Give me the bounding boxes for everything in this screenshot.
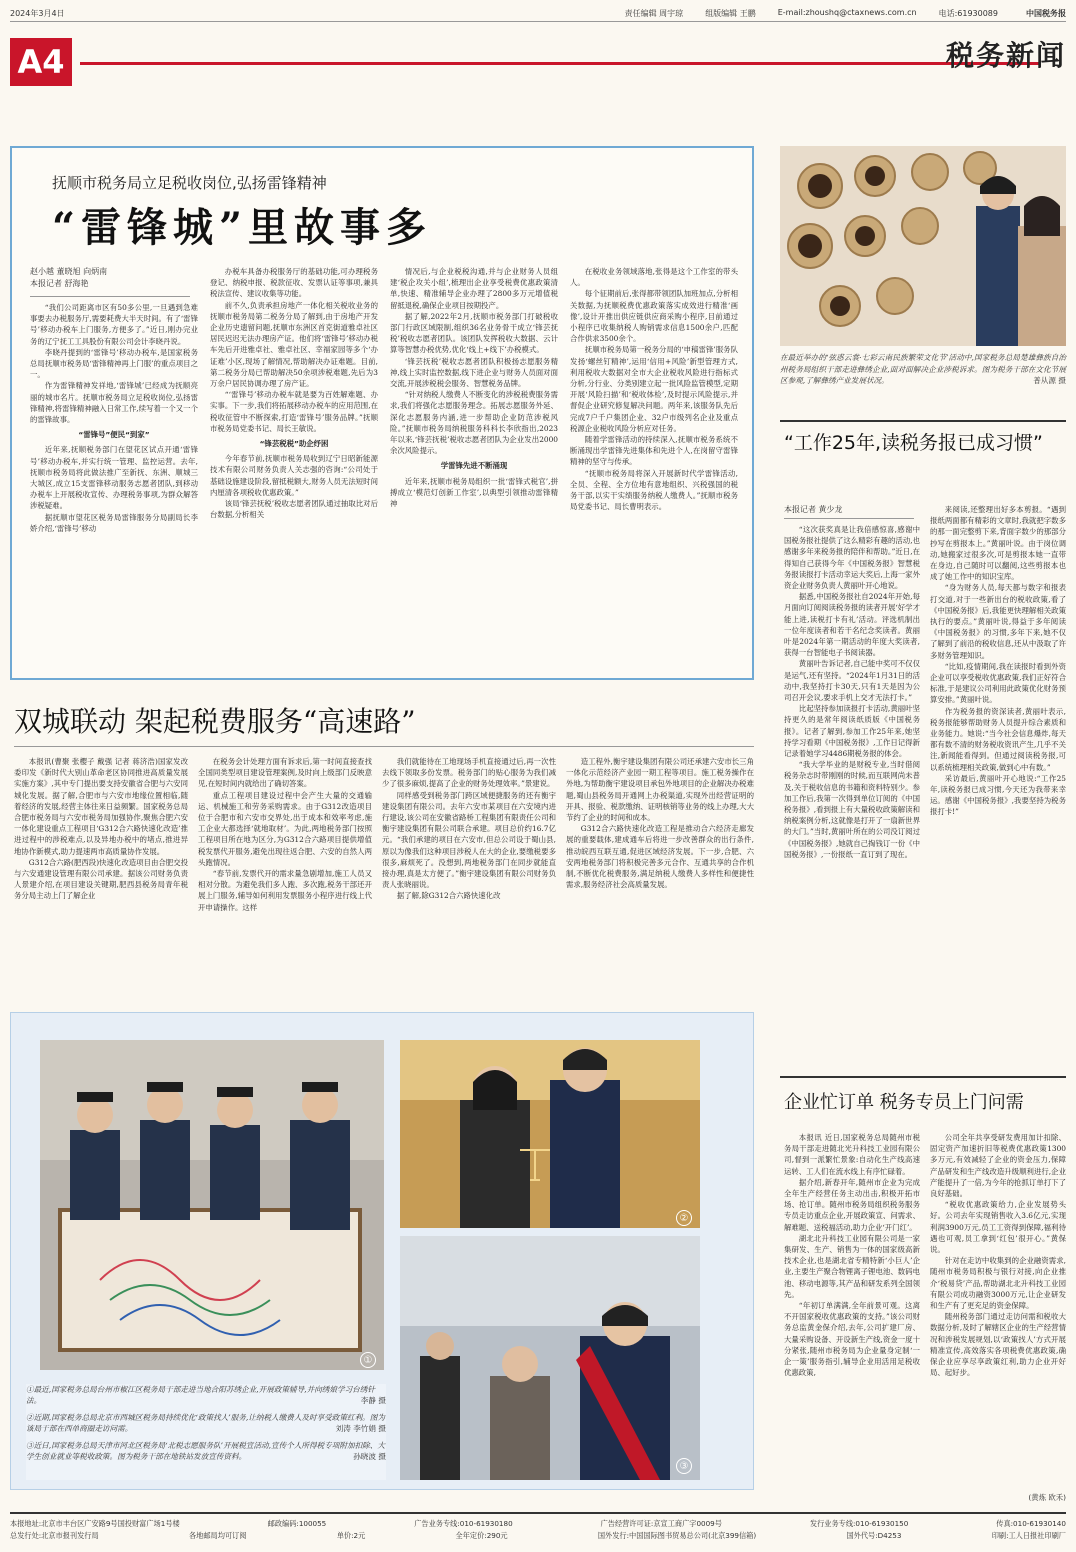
paragraph: 据介绍,新春开年,随州市企业为完成全年生产经营任务主动出击,积极开拓市场、抢订单。随州市税务局组织税务服务专员走访重点企业,开展政策宣、问需求、解难题、送税福活动,助力企业‘开门红’。 bbox=[784, 1177, 920, 1232]
paragraph: 造工程外,衡宇建设集团有限公司还承建六安市长三角一体化示范经济产业园一期工程等项目。施工税务操作在外地,为帮助衡宇建设项目承包外地项目的企业解决办税难题,蜀山县税务局开通网上办税渠道,实现外出经营证明的开具、报验、税款缴纳、证明核销等业务的线上办理,大大节约了企业的时间和成本。 bbox=[566, 757, 754, 823]
paragraph: 我们就能待在工地现场手机直接通过后,再一次性去线下领取多份发票。税务部门的贴心服务为我们减少了很多麻烦,提高了企业的财务处理效率。”景建说。 bbox=[382, 757, 556, 789]
paragraph: 在税收业务领域落地,张得是这个工作室的带头人。 bbox=[570, 267, 738, 288]
story2-col-4 bbox=[566, 756, 754, 1006]
paragraph: 学雷锋先进不断涌现 bbox=[440, 461, 508, 471]
paragraph: 情况后,与企业税税沟通,并与企业财务人员组建‘税企攻关小组’,梳理出企业享受税费优惠政策清单,快速、精准辅导企业办理了2800多万元增值税留抵退税,确保企业项目按期投产。 bbox=[390, 267, 558, 310]
paragraph: G312合六路(肥西段)快速化改造项目由合肥交投与六安通建设管理有限公司承建。据该公司财务负责人景建介绍,在项目建设关键期,肥西县税务局青年税务分局主动上门了解企业 bbox=[14, 857, 188, 901]
lead-story-col-3 bbox=[390, 266, 558, 672]
lead-story-col-1 bbox=[30, 302, 198, 672]
email-address: E-mail:zhoushq@ctaxnews.com.cn bbox=[777, 8, 917, 17]
paragraph: 来阅读,还整理出好多本剪报。“遇到报纸两面都有精彩的文章时,我就把字数多的那一面完整剪下来,背面字数少的那部分抄写在剪报本上。”黄丽叶说。由于岗位调动,她搬家过很多次,可是剪报本她一直带在身边,自己随时可以翻阅,这些剪报本也成了她工作中的知识宝库。 bbox=[930, 505, 1066, 582]
colophon-ad-license: 广告经营许可证:京宣工商广字0009号 bbox=[600, 1519, 722, 1528]
paragraph: G312合六路快速化改造工程是推动合六经济走廊发展的重要载体,建成通车后将进一步改善群众的出行条件,推动皖西互联互通,促进区域经济发展。下一步,合肥、六安两地税务部门将积极完善多元合作、互通共享的合作机制,不断优化税费服务,满足纳税人缴费人多样性和便捷性需求,服务经济社会高质量发展。 bbox=[566, 824, 754, 890]
story3-byline: 本报记者 黄少龙 bbox=[784, 505, 843, 514]
paragraph: “比如,疫情期间,我在读报时看到外资企业可以享受税收优惠政策,我们正好符合标准,于是建议公司利用此政策优化财务预算安排。”黄丽叶说。 bbox=[930, 661, 1066, 705]
colophon-publisher: 总发行处:北京市报刊发行局 bbox=[10, 1531, 99, 1540]
paragraph: 近年来,抚顺市税务局组织一批‘雷锋式税官’,拼搏成立‘模范灯创新工作室’,以典型引领推动雷锋精神 bbox=[390, 476, 558, 509]
paragraph: 据了解,2022年2月,抚顺市税务部门打破税收部门行政区域限制,组织36名业务骨干成立‘锋芸抚税’税收志愿者团队。该团队发挥税收大数据、云计算等智慧办税优势,优化‘线上+线下’办税模式。 bbox=[390, 311, 558, 355]
culture-festival-credit: 普从源 摄 bbox=[1033, 376, 1066, 385]
paragraph: 本报讯(曹聚 张樱子 戴强 记者 蒋济浩)国家发改委印发《新时代大别山革命老区协同推进高质量发展实施方案》,其中专门提出要支持安徽省合肥与六安同城化发展。据了解,合肥市与六安市地缘位置相临,随着经济的发展,经营主体往来日益频繁。国家税务总局合肥市税务局与六安市税务局加强协作,聚焦合肥六安一体化建设重点工程项目‘G312合六路快速化改造’推进过程中的涉税难点,以及异地办税中的堵点,推进异地协作新模式,助力提速两市高质量协作发展。 bbox=[14, 757, 188, 856]
embroidery-photo bbox=[40, 1040, 384, 1370]
photo-caption-2-text: ②近期,国家税务总局北京市西城区税务局持续优化‘政策找人’服务,让纳税人缴费人及时享受政策红利。图为该局干部在西单商圈走访问需。 bbox=[26, 1413, 385, 1433]
paragraph: 前不久,负责承担房地产一体化相关税收业务的抚顺市税务局第二税务分局了解到,由于房地产开发企业历史遗留问题,抚顺市东洲区首克街道雅卓社区居民迟迟无法办理房产证。他们将‘雷锋号’移动办税车先后开进雅卓社、雅卓社区、幸福家园等多个‘办证难’小区,现场了解情况,帮助解决办证难题。目前,第二税务分局已帮助解决50余项涉税难题,先后为3万余户居民协调办理了房产证。 bbox=[210, 300, 378, 389]
paragraph: “针对纳税人缴费人不断变化的涉税税费服务需求,我们将强化志愿服务理念。拓展志愿服务外延、深化志愿服务内涵,进一步帮助企业防范涉税风险。”抚顺市税务局纳税服务科科长李欣指出,2023年以来,‘锋芸抚税’税收志愿者团队为企业发出2000余次风险提示。 bbox=[390, 390, 558, 456]
photo-caption-3-text: ③近日,国家税务总局天津市河北区税务局‘北税志愿服务队’开展税宣活动,宣传个人所得税专项附加扣除、大学生创业就业等税收政策。图为税务干部在地铁站发放宣传资料。 bbox=[26, 1441, 385, 1461]
paragraph: 公司全年共享受研发费用加计扣除、固定资产加速折旧等税费优惠政策1300多万元,有效减轻了企业的资金压力,保障产品研发和生产线改造升级顺利进行,企业产能提升了一倍,为今年的抢抓订单打下了良好基础。 bbox=[930, 1133, 1066, 1199]
byline-reporter: 本报记者 舒海艳 bbox=[30, 279, 89, 288]
paper-name: 中国税务报 bbox=[1026, 9, 1066, 18]
paragraph: 随州税务部门通过走访问需和税收大数据分析,及时了解辖区企业的生产经营情况和涉税发展规划,以‘政策找人’方式开展精准宣传,高效落实各项税费优惠政策,确保企业应享尽享政策红利,助力企业开好局、起好步。 bbox=[930, 1312, 1066, 1378]
lead-story-byline bbox=[30, 266, 190, 290]
photo-captions bbox=[26, 1384, 386, 1480]
editor-credit: 责任编辑 周宇琼 bbox=[624, 9, 684, 18]
story3-byline-rule bbox=[784, 518, 914, 519]
section-title: 税务新闻 bbox=[945, 39, 1066, 72]
story3-col-1 bbox=[784, 524, 920, 1064]
photo-caption-3 bbox=[26, 1440, 386, 1462]
paragraph: “‘雷锋号’移动办税车就是要为百姓解难题、办实事。下一步,我们将拓展移动办税车的应用范围,在税收征管中不断探索,打造‘雷锋号’服务品牌。”抚顺市税务局党委书记、局长王敏说。 bbox=[210, 390, 378, 433]
paragraph: 抚顺市税务局第一税务分局的‘申稿雷锋’服务队发扬‘螺丝钉精神’,运用‘信用+风险’新型管理方式,利用税收大数据对全市大企业税收风险进行指标式分析,分行业、分类别建立起一批风险监管模型,定期开展‘风险扫描’和‘税收体检’,及时提示风险提示,并督促企业研究修复解决问题。两年来,该服务队先后完成7户千户集团企业、32户市级列名企业及重点税源企业税收风险分析应对任务。 bbox=[570, 345, 738, 433]
story2-col-2 bbox=[198, 756, 372, 1006]
colophon-address: 本报地址:北京市丰台区广安路9号国投财富广场1号楼 bbox=[10, 1519, 180, 1528]
paragraph: 重点工程项目建设过程中会产生大量的交通输运、机械施工和劳务采购需求。由于G312改造项目位于合肥市和六安市交界处,出于成本和效率考虑,施工企业大都选择‘就地取材’。为此,两地税务部门按照工程项目所在地为区分,为G312合六路项目提供增值税发票代开服务,避免出现往返合肥、六安的自然人两头跑情况。 bbox=[198, 790, 372, 867]
story3-top-rule bbox=[780, 420, 1066, 422]
paragraph: “抚顺市税务局将深入开展新时代学雷锋活动,全员、全程、全方位地有意地组织、兴税强国的税务干部,以实干实绩服务纳税人缴费人。”抚顺市税务局党委书记、局长曹明表示。 bbox=[570, 468, 738, 512]
paragraph: 据抚顺市望花区税务局雷锋服务分局副局长李娇介绍,‘雷锋号’移动 bbox=[30, 512, 198, 533]
paragraph: 采访最后,黄丽叶开心地说:“工作25年,读税务报已成习惯,今天还为我带来幸运。感谢《中国税务报》,我要坚持为税务报打卡!” bbox=[930, 773, 1066, 817]
culture-festival-photo bbox=[780, 146, 1066, 346]
paragraph: 同样感受到税务部门跨区域便捷服务的还有衡宇建设集团有限公司。去年六安市某项目在六安境内进行建设,该公司在安徽省路桥工程集团有限责任公司和衡宇建设集团有限公司联合承建。项目总价约16.7亿元。“我们承建的项目在六安市,但总公司设于蜀山县,原以为像我们这种项目涉税人在大的企业,要缴税要多很多,麻烦死了。没想到,两地税务部门在同步就能直接办理,真是太方便了。”衡宇建设集团有限公司财务负责人张晓丽说。 bbox=[382, 790, 556, 890]
paragraph: “春节前,发票代开的需求量急剧增加,施工人员又相对分散。为避免我们多人跑、多次跑,税务干部还开展上门服务,辅导如何利用发票服务小程序进行线上代开申请操作。这样 bbox=[198, 869, 372, 912]
colophon-annual-price: 全年定价:290元 bbox=[455, 1531, 508, 1540]
paragraph: 李晓丹提到的‘雷锋号’移动办税车,是国家税务总局抚顺市税务局‘雷锋精神再上门服’的重点项目之一。 bbox=[30, 347, 198, 380]
paragraph: “这次获奖真是让我倍感惊喜,感谢中国税务报社提供了这么精彩有趣的活动,也感谢多年来税务报的陪伴和帮助。”近日,在得知自己获得今年《中国税务报》智慧税务报读报打卡活动幸运大奖后,上海一家外资企业财务负责人黄丽叶开心地说。 bbox=[784, 525, 920, 591]
paragraph: “年初订单满满,全年前景可观。这离不开国家税收优惠政策的支持。”该公司财务总监黄金保介绍,去年,公司扩建厂房、大量采购设备、开设新生产线,资金一度十分紧张,随州市税务局为企业量身定制‘一企一策’服务指引,辅导企业用活用足税收优惠政策, bbox=[784, 1301, 920, 1378]
story4-col-2 bbox=[930, 1132, 1066, 1490]
story2-col-1 bbox=[14, 756, 188, 1006]
page-number: A4 bbox=[10, 38, 72, 86]
paragraph: 在税务会计处理方面有诉求后,第一时间直接查找全国同类型项目建设管理案例,及时向上级部门反映意见,在短时间内就给出了确切答案。 bbox=[198, 757, 372, 789]
paragraph: “我们公司距离市区有50多公里,一旦遇到急难事要去办税服务厅,需要耗费大半天时间。有了‘雷锋号’移动办税车上门服务,方便多了。”近日,刚办完业务的辽宁抚工工具股份有限公司会计李晓丹说。 bbox=[30, 303, 198, 346]
story3-headline: “工作25年,读税务报已成习惯” bbox=[784, 432, 1043, 454]
colophon-ad-line: 广告业务专线:010-61930180 bbox=[414, 1519, 513, 1528]
colophon-price: 单价:2元 bbox=[336, 1531, 366, 1540]
paragraph: 据了解,除G312合六路快速化改 bbox=[396, 891, 501, 901]
lead-story-col-4 bbox=[570, 266, 738, 672]
paragraph: 随着学雷锋活动的持续深入,抚顺市税务系统不断涌现出学雷锋先进集体和先进个人,在岗留守雷锋精神的坚守与传承。 bbox=[570, 435, 738, 467]
paragraph: 该局‘锋芸抚税’税收志愿者团队通过抽取比对后台数据,分析相关 bbox=[210, 499, 378, 520]
colophon-printer: 印刷:工人日报社印刷厂 bbox=[991, 1531, 1066, 1540]
lead-story-headline: “雷锋城”里故事多 bbox=[52, 204, 433, 251]
paragraph: 作为税务报的资深读者,黄丽叶表示,税务报能够帮助财务人员提升综合素质和业务能力。她说:“当今社会信息爆炸,每天都有数不清的财务税收资讯产生,几乎不关注,新闻能看得到。但通过阅读税务报,可以系统梳理相关政策,做到心中有数。” bbox=[930, 706, 1066, 772]
lead-story-kicker: 抚顺市税务局立足税收岗位,弘扬雷锋精神 bbox=[52, 174, 327, 192]
phone-number: 电话:61930089 bbox=[938, 9, 998, 18]
byline-authors: 赵小越 董晓旭 向炳南 bbox=[30, 267, 108, 276]
colophon-distribution-line: 发行业务专线:010-61930150 bbox=[809, 1519, 909, 1528]
masthead-bar bbox=[10, 6, 1066, 22]
story4-headline: 企业忙订单 税务专员上门问需 bbox=[784, 1092, 1024, 1113]
photo-number-1: ① bbox=[360, 1352, 376, 1368]
paragraph: 每个征期前后,张得都带领团队加班加点,分析相关数据,为抚顺税费优惠政策落实成效进行精准‘画像’,设计开推出供应链供应商采购小程序,目前通过小程序已收集纳税人购销需求信息1500余户,匹配合作供求3500余个。 bbox=[570, 289, 738, 344]
paragraph: 近年来,抚顺税务部门在望花区试点开通‘雷锋号’移动办税车,并实行统一管理、监控运营。去年,抚顺市税务局将此做法推广至新抚、东洲、顺城三大城区,成立15支雷锋移动服务志愿者团队,到移动办税车上开展税收宣传、办理税务事项,为群众解答涉税疑难。 bbox=[30, 445, 198, 511]
paragraph: 据悉,中国税务报社自2024年开始,每月面向订阅阅读税务报的读者开展‘好学才能上进,读税打卡有礼’活动。评选机制出一位年度读者和若干名纪念奖读者。黄丽叶是2024年第一期活动的年度大奖读者,获得一台智能电子书阅读器。 bbox=[784, 592, 920, 658]
paragraph: 黄丽叶告诉记者,自己能中奖可不仅仅是运气,还有坚持。“2024年1月31日的活动中,我坚持打卡30天,只有1天是因为公司召开会议,要求手机上交才无法打卡。” bbox=[784, 659, 920, 703]
story4-col-1 bbox=[784, 1132, 920, 1504]
paragraph: 办税车具备办税服务厅的基础功能,可办理税务登记、纳税申报、税款征收、发票认证等事项,兼具税法宣传、建议收集等功能。 bbox=[210, 267, 378, 299]
business-district-photo bbox=[400, 1040, 700, 1228]
story4-credit: (黄炼 欧禾) bbox=[1028, 1493, 1066, 1502]
photo-caption-1 bbox=[26, 1384, 386, 1406]
subway-outreach-photo bbox=[400, 1236, 700, 1480]
photo-number-3: ③ bbox=[676, 1458, 692, 1474]
story4-top-rule bbox=[780, 1076, 1066, 1078]
paragraph: 湖北北升科技工业园有限公司是一家集研发、生产、销售为一体的国家级高新技术企业,也是湖北省专精特新‘小巨人’企业,主要生产聚合物锂离子锂电池、数码电池、移动电源等,其产品和研发系列全国领先。 bbox=[784, 1233, 920, 1299]
colophon-overseas-code: 国外代号:D4253 bbox=[846, 1531, 902, 1540]
paragraph: 作为雷锋精神发祥地,‘雷锋城’已经成为抚顺亮丽的城市名片。抚顺市税务局立足税收岗位,弘扬雷锋精神,将雷锋精神融入日常工作,续写着一个又一个的雷锋故事。 bbox=[30, 381, 198, 425]
culture-festival-caption bbox=[780, 352, 1066, 404]
photo-caption-1-credit: 李静 摄 bbox=[360, 1396, 386, 1405]
photo-caption-1-text: ①最近,国家税务总局台州市椒江区税务局干部走进当地合阳苏绣企业,开展政策辅导,并向绣娘学习台绣针法。 bbox=[26, 1385, 375, 1405]
colophon bbox=[10, 1512, 1066, 1546]
paragraph: 本报讯 近日,国家税务总局随州市税务局干部走进随北光升科技工业园有限公司,督到一派繁忙景象:自动化生产线高速运转、工人们在流水线上有序忙碌着。 bbox=[784, 1133, 920, 1176]
paragraph: “我大学毕业的是财税专业,当时借阅税务杂志时带刚刚的时候,而互联网尚未普及,关于税收信息的书籍和资料特别少。参加工作后,我第一次得到单位订阅的《中国税务报》,看到报上有大量税收政策解读和纳税案例分析,这就像是打开了一扇新世界的大门。”当时,黄丽叶所在的公司没订阅过《中国税务报》,她就自己掏钱订一份《中国税务报》,一份报纸一直订到了现在。 bbox=[784, 760, 920, 859]
lead-story-col-2 bbox=[210, 266, 378, 672]
photo-caption-2-credit: 刘涛 李竹娟 摄 bbox=[335, 1424, 386, 1433]
paragraph: 今年春节前,抚顺市税务局收到辽宁日昭新能源技术有限公司财务负责人关志强的咨询:“公司处于基础设施建设阶段,留抵税额大,财务人员无法短时间内厘清各项税收优惠政策。” bbox=[210, 454, 378, 497]
paragraph: “税收优惠政策给力,企业发展势头好。公司去年实现销售收入3.6亿元,实现利润3900万元,员工工资得到保障,福利待遇也可观,员工拿到‘红包’很开心。”黄保说。 bbox=[930, 1200, 1066, 1255]
byline-rule bbox=[30, 296, 190, 297]
colophon-overseas: 国外发行:中国国际图书贸易总公司(北京399信箱) bbox=[597, 1531, 757, 1540]
colophon-subscribe: 各地邮局均可订阅 bbox=[188, 1531, 247, 1540]
paragraph: 比起坚持参加读报打卡活动,黄丽叶坚持更久的是常年阅读纸质版《中国税务报》。记者了解到,参加工作25年来,她坚持学习看期《中国税务报》,工作日记得新记录着她学习4486期税务报的体会。 bbox=[784, 704, 920, 759]
paragraph: 针对在走访中收集到的企业融资需求,随州市税务局积极与银行对接,向企业推介‘税易贷’产品,帮助湖北北升科技工业园有限公司成功融资3000万元,让企业研发和生产有了更充足的资金保障。 bbox=[930, 1256, 1066, 1311]
colophon-postcode: 邮政编码:100055 bbox=[267, 1519, 327, 1528]
designer-credit: 组版编辑 王鹏 bbox=[705, 9, 756, 18]
story2-rule bbox=[14, 746, 754, 747]
story2-col-3 bbox=[382, 756, 556, 1006]
paragraph: “雷锋号”便民“到家” bbox=[78, 430, 150, 440]
paragraph: “锋芸税税”助企纾困 bbox=[259, 439, 329, 449]
photo-number-2: ② bbox=[676, 1210, 692, 1226]
culture-festival-caption-text: 在最近举办的‘弦惑云裳·七彩云南民族繁荣文化节’活动中,国家税务总局楚雄彝族自治州税务局组织干部走进彝绣企业,面对面解决企业涉税诉求。图为税务干部在文化节展区参观,了解彝绣产业发展状况。 bbox=[780, 353, 1066, 385]
photo-caption-2 bbox=[26, 1412, 386, 1434]
paragraph: ‘锋芸抚税’税收志愿者团队积极扬志愿服务精神,线上实时监控数据,线下进企业与财务人员面对面交流,开展涉税税会服务、智慧税务品牌。 bbox=[390, 356, 558, 389]
story3-col-2 bbox=[930, 504, 1066, 1064]
paragraph: “身为财务人员,每天都与数字和报表打交道,对于一些新出台的税收政策,看了《中国税务报》后,我能更快理解相关政策执行的要点。”黄丽叶说,得益于多年阅读《中国税务报》的习惯,多年下来,她不仅了解到了前沿的税收信息,还从中汲取了许多财务管理知识。 bbox=[930, 583, 1066, 660]
issue-date: 2024年3月4日 bbox=[10, 9, 65, 18]
photo-caption-3-credit: 孙晓波 摄 bbox=[353, 1452, 386, 1461]
colophon-fax: 传真:010-61930140 bbox=[996, 1519, 1066, 1528]
story2-headline: 双城联动 架起税费服务“高速路” bbox=[14, 705, 416, 738]
